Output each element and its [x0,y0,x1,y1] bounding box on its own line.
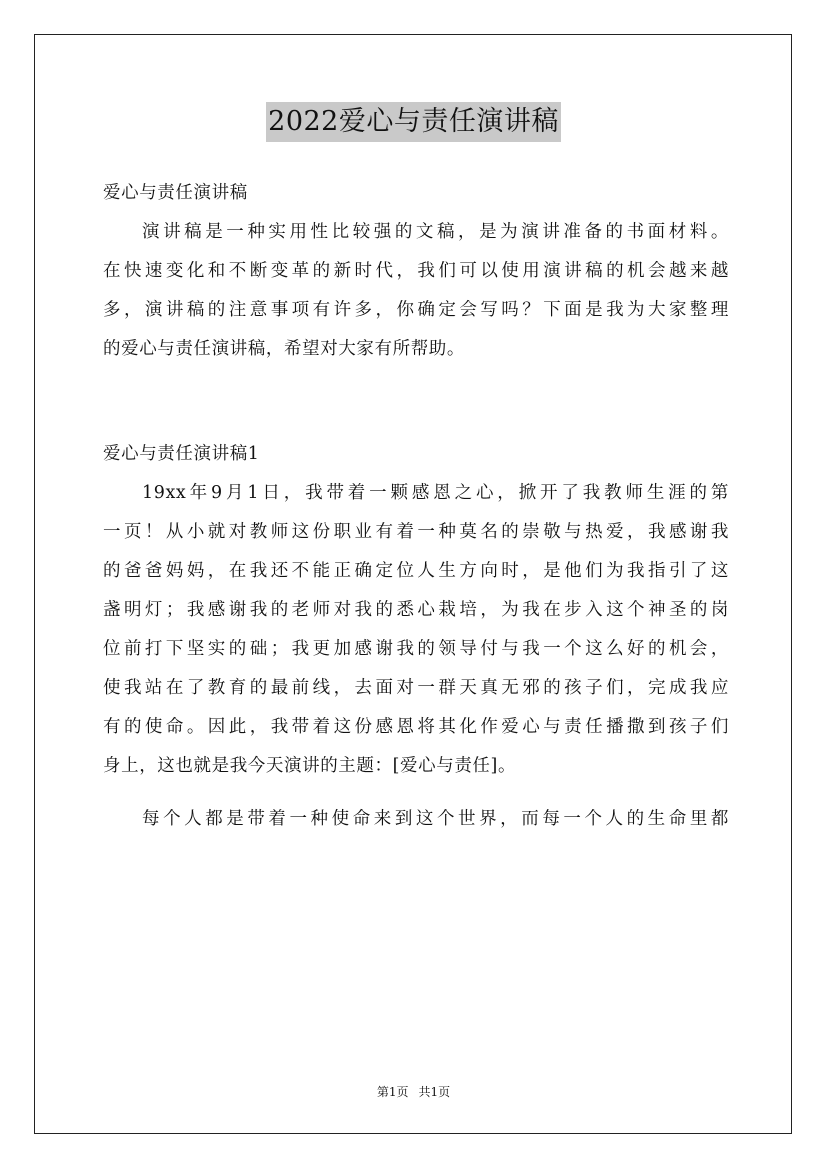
page-number-current: 第1页 [376,1085,409,1099]
document-body [103,173,729,839]
text-line: 的爱心与责任演讲稿，希望对大家有所帮助。 [103,339,465,359]
paragraph-2 [103,800,729,839]
page-number-total: 共1页 [418,1085,451,1099]
text-line: 多，演讲稿的注意事项有许多，你确定会写吗？下面是我为大家整理 [103,300,729,320]
text-line: 演讲稿是一种实用性比较强的文稿，是为演讲准备的书面材料。 [142,222,729,242]
text-line: 使我站在了教育的最前线，去面对一群天真无邪的孩子们，完成我应 [103,678,729,698]
text-line: 盏明灯；我感谢我的老师对我的悉心栽培，为我在步入这个神圣的岗 [103,600,729,620]
text-line: 一页！从小就对教师这份职业有着一种莫名的崇敬与热爱，我感谢我 [103,522,729,542]
text-line: 有的使命。因此，我带着这份感恩将其化作爱心与责任播撒到孩子们 [103,717,729,737]
text-line: 在快速变化和不断变革的新时代，我们可以使用演讲稿的机会越来越 [103,261,729,281]
document-heading: 爱心与责任演讲稿 [103,183,248,203]
spacer [103,369,729,434]
text-line: 身上，这也就是我今天演讲的主题：[爱心与责任]。 [103,756,517,776]
text-line: 19xx年9月1日，我带着一颗感恩之心，掀开了我教师生涯的第 [142,483,729,503]
text-line: 每个人都是带着一种使命来到这个世界，而每一个人的生命里都 [142,809,729,829]
text-line: 的爸爸妈妈，在我还不能正确定位人生方向时，是他们为我指引了这 [103,561,729,581]
spacer [103,786,729,800]
section-heading: 爱心与责任演讲稿1 [103,444,260,464]
document-title: 2022爱心与责任演讲稿 [266,102,561,142]
page-footer [0,1084,827,1100]
intro-paragraph [103,213,729,369]
title-area [0,102,827,142]
paragraph-1 [103,474,729,786]
text-line: 位前打下坚实的础；我更加感谢我的领导付与我一个这么好的机会， [103,639,729,659]
